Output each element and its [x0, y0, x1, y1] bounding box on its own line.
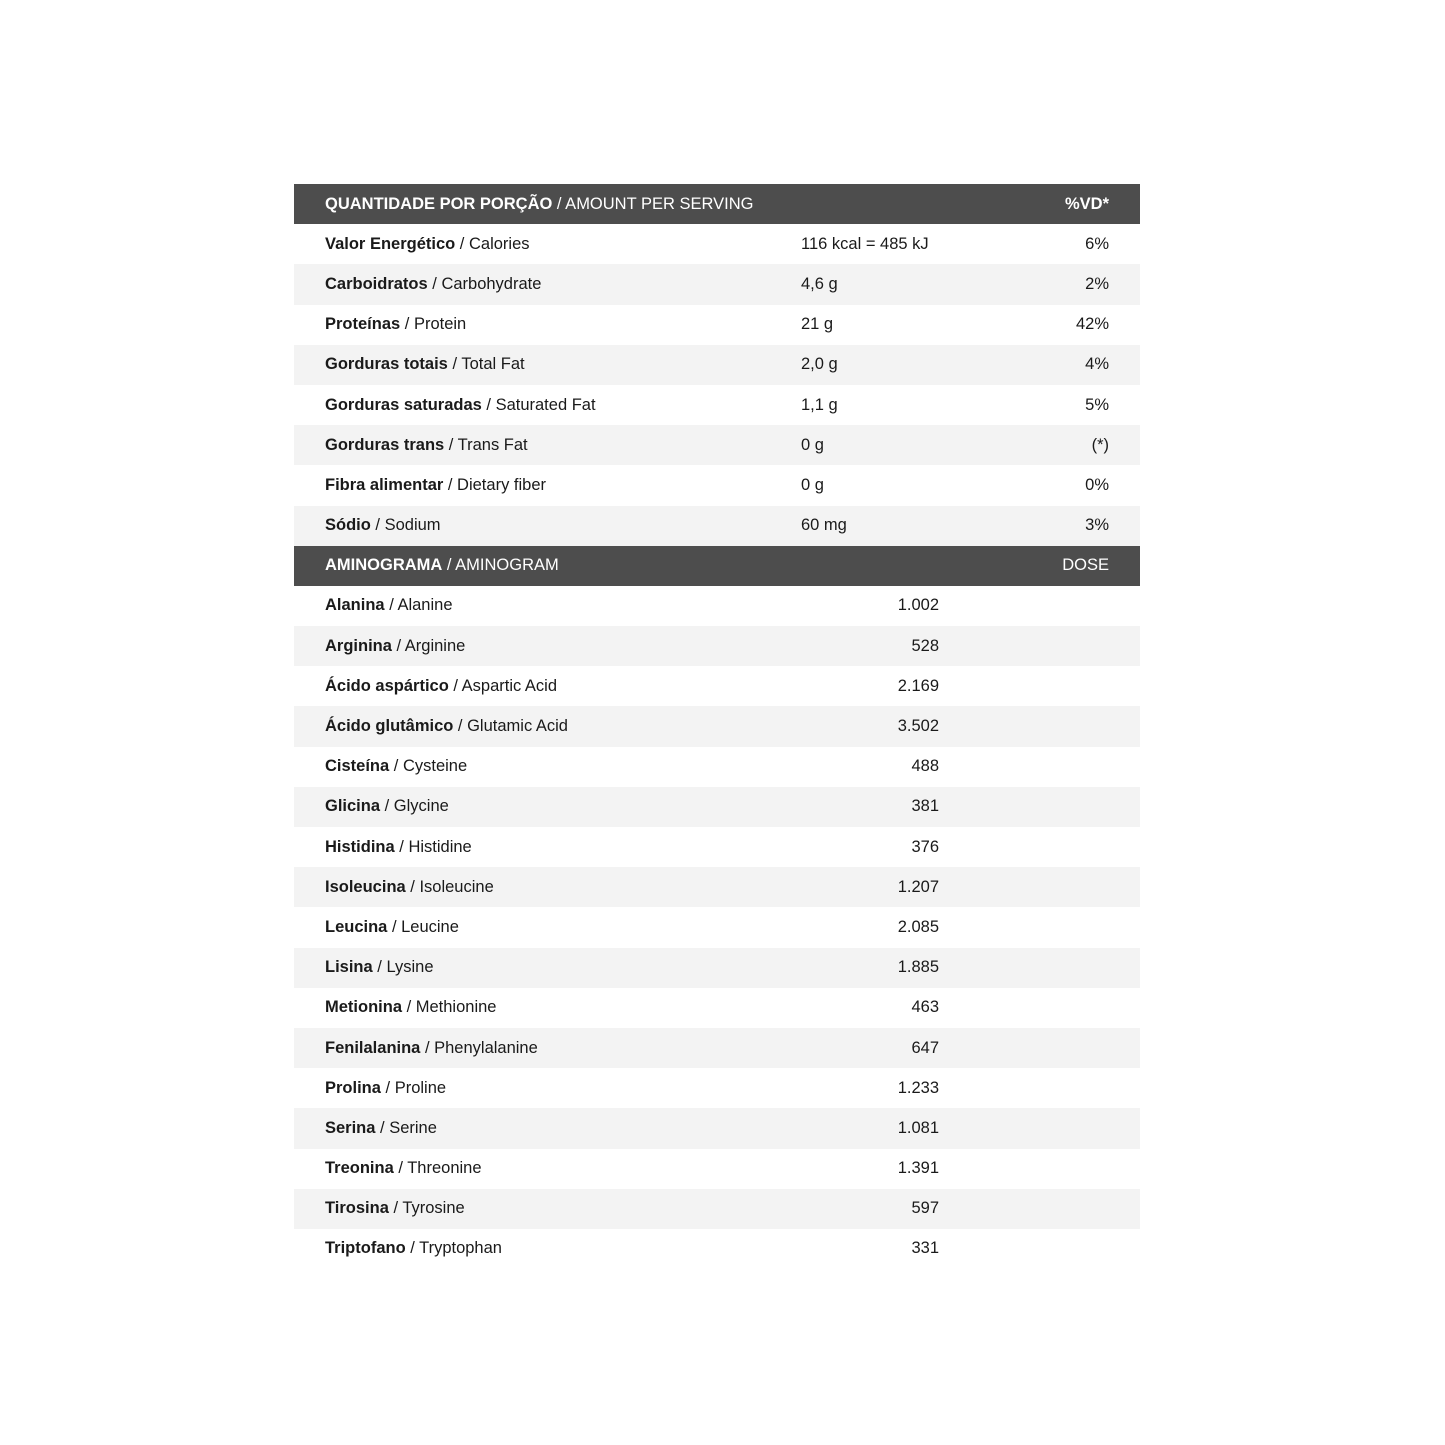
amino-name-pt: Alanina: [325, 596, 385, 615]
nutrient-name-en: / Protein: [400, 315, 467, 334]
table-row: [294, 1068, 1140, 1108]
amino-name-en: / Aspartic Acid: [448, 676, 558, 695]
nutrient-name-pt: Carboidratos: [325, 274, 428, 293]
table-row: [294, 1189, 1140, 1229]
amino-name-pt: Fenilalanina: [325, 1038, 421, 1057]
amino-name-en: / Serine: [375, 1118, 437, 1137]
nutrient-name: [325, 506, 441, 546]
amino-dose: 488: [911, 757, 939, 776]
amino-name-pt: Treonina: [325, 1159, 394, 1178]
table-row: [294, 1028, 1140, 1068]
amino-name: [325, 586, 453, 626]
amino-name: [325, 827, 472, 867]
nutrition-header-dv: %VD*: [1064, 194, 1109, 213]
amino-name: [325, 1229, 502, 1269]
amino-name: [325, 1108, 437, 1148]
amino-name-pt: Prolina: [325, 1078, 381, 1097]
amino-dose: 376: [911, 837, 939, 856]
nutrient-amount: 21 g: [801, 315, 834, 334]
nutrient-dv: (*): [1091, 435, 1109, 454]
amino-dose: 647: [911, 1038, 939, 1057]
amino-name-en: / Alanine: [384, 596, 453, 615]
nutrient-name-en: / Total Fat: [447, 355, 525, 374]
amino-name-pt: Arginina: [325, 636, 392, 655]
nutrient-name-pt: Gorduras saturadas: [325, 395, 482, 414]
table-row: [294, 867, 1140, 907]
nutrient-amount: 0 g: [801, 435, 824, 454]
amino-name-pt: Metionina: [325, 998, 402, 1017]
amino-name: [325, 1028, 538, 1068]
amino-dose: 1.391: [897, 1159, 939, 1178]
amino-name-en: / Histidine: [394, 837, 472, 856]
amino-name-en: / Glycine: [380, 797, 449, 816]
table-row: [294, 948, 1140, 988]
table-row: [294, 827, 1140, 867]
amino-name-en: / Tyrosine: [388, 1199, 465, 1218]
amino-name-pt: Serina: [325, 1118, 376, 1137]
nutrient-dv: 3%: [1085, 516, 1109, 535]
amino-dose: 528: [911, 636, 939, 655]
table-row: [294, 666, 1140, 706]
aminogram-header-title-pt: AMINOGRAMA: [325, 556, 443, 575]
nutrient-name-pt: Gorduras totais: [325, 355, 448, 374]
nutrient-amount: 4,6 g: [801, 274, 838, 293]
amino-dose: 381: [911, 797, 939, 816]
table-row: [294, 706, 1140, 746]
table-row: [294, 264, 1140, 304]
nutrient-name-pt: Valor Energético: [325, 234, 456, 253]
amino-name-pt: Ácido glutâmico: [325, 717, 454, 736]
table-row: [294, 1149, 1140, 1189]
nutrient-dv: 0%: [1085, 475, 1109, 494]
table-row: [294, 907, 1140, 947]
table-row: [294, 1229, 1140, 1269]
amino-dose: 331: [911, 1239, 939, 1258]
amino-name-pt: Leucina: [325, 917, 388, 936]
amino-dose: 2.085: [897, 917, 939, 936]
amino-name: [325, 626, 465, 666]
amino-name: [325, 1189, 465, 1229]
table-row: [294, 305, 1140, 345]
nutrient-name-en: / Dietary fiber: [443, 475, 546, 494]
nutrient-amount: 1,1 g: [801, 395, 838, 414]
amino-name: [325, 1068, 446, 1108]
table-row: [294, 224, 1140, 264]
table-row: [294, 787, 1140, 827]
nutrient-name: [325, 305, 466, 345]
nutrient-name: [325, 465, 546, 505]
amino-name: [325, 747, 467, 787]
nutrient-name: [325, 385, 596, 425]
aminogram-header-title: [325, 546, 559, 586]
table-row: [294, 465, 1140, 505]
amino-name-pt: Ácido aspártico: [325, 676, 449, 695]
amino-name: [325, 666, 557, 706]
nutrition-header-title: [325, 184, 753, 224]
amino-name-en: / Cysteine: [389, 757, 468, 776]
amino-dose: 1.885: [897, 958, 939, 977]
table-row: [294, 385, 1140, 425]
nutrient-amount: 0 g: [801, 475, 824, 494]
table-row: [294, 506, 1140, 546]
amino-dose: 597: [911, 1199, 939, 1218]
nutrient-dv: 5%: [1085, 395, 1109, 414]
amino-name-en: / Isoleucine: [405, 877, 494, 896]
amino-dose: 1.233: [897, 1078, 939, 1097]
nutrient-name-en: / Trans Fat: [444, 435, 528, 454]
nutrient-name: [325, 264, 541, 304]
amino-dose: 1.207: [897, 877, 939, 896]
amino-dose: 1.081: [897, 1118, 939, 1137]
table-row: [294, 586, 1140, 626]
amino-dose: 3.502: [897, 717, 939, 736]
amino-name-en: / Proline: [380, 1078, 447, 1097]
table-row: [294, 747, 1140, 787]
amino-dose: 1.002: [897, 596, 939, 615]
nutrient-name-en: / Carbohydrate: [427, 274, 542, 293]
nutrient-name-en: / Sodium: [370, 516, 441, 535]
nutrient-amount: 2,0 g: [801, 355, 838, 374]
amino-name: [325, 706, 568, 746]
amino-name-en: / Methionine: [402, 998, 497, 1017]
table-row: [294, 1108, 1140, 1148]
amino-name: [325, 1149, 482, 1189]
amino-name-pt: Triptofano: [325, 1239, 406, 1258]
amino-name: [325, 948, 434, 988]
nutrition-header-title-en: / AMOUNT PER SERVING: [552, 194, 754, 213]
nutrient-name: [325, 425, 528, 465]
nutrient-name-pt: Fibra alimentar: [325, 475, 444, 494]
nutrient-name-pt: Sódio: [325, 516, 371, 535]
amino-name-en: / Phenylalanine: [420, 1038, 538, 1057]
nutrition-facts-table: [294, 184, 1140, 1269]
amino-name-pt: Isoleucina: [325, 877, 406, 896]
nutrient-amount: 60 mg: [801, 516, 847, 535]
amino-dose: 463: [911, 998, 939, 1017]
nutrient-amount: 116 kcal = 485 kJ: [801, 234, 929, 253]
aminogram-header-title-en: / AMINOGRAM: [442, 556, 559, 575]
table-row: [294, 425, 1140, 465]
amino-name-pt: Histidina: [325, 837, 395, 856]
nutrient-dv: 42%: [1075, 315, 1109, 334]
amino-name: [325, 907, 459, 947]
amino-name-en: / Lysine: [372, 958, 434, 977]
table-row: [294, 345, 1140, 385]
amino-dose: 2.169: [897, 676, 939, 695]
amino-name: [325, 787, 449, 827]
amino-name-pt: Tirosina: [325, 1199, 389, 1218]
amino-name-pt: Lisina: [325, 958, 373, 977]
amino-name-pt: Glicina: [325, 797, 381, 816]
nutrient-name-pt: Gorduras trans: [325, 435, 445, 454]
nutrition-header-title-pt: QUANTIDADE POR PORÇÃO: [325, 194, 553, 213]
nutrient-dv: 2%: [1085, 274, 1109, 293]
amino-name-en: / Tryptophan: [405, 1239, 502, 1258]
aminogram-header-row: [294, 546, 1140, 586]
nutrition-header-row: [294, 184, 1140, 224]
amino-name-pt: Cisteína: [325, 757, 390, 776]
amino-name-en: / Arginine: [391, 636, 466, 655]
aminogram-header-dose: DOSE: [1062, 556, 1109, 575]
nutrient-name-en: / Saturated Fat: [481, 395, 596, 414]
nutrient-name: [325, 224, 530, 264]
nutrient-dv: 6%: [1085, 234, 1109, 253]
table-row: [294, 626, 1140, 666]
amino-name: [325, 988, 496, 1028]
nutrient-name: [325, 345, 525, 385]
nutrient-name-en: / Calories: [455, 234, 530, 253]
table-row: [294, 988, 1140, 1028]
amino-name-en: / Threonine: [393, 1159, 482, 1178]
amino-name-en: / Glutamic Acid: [453, 717, 568, 736]
amino-name: [325, 867, 494, 907]
nutrient-name-pt: Proteínas: [325, 315, 401, 334]
amino-name-en: / Leucine: [387, 917, 459, 936]
nutrient-dv: 4%: [1085, 355, 1109, 374]
